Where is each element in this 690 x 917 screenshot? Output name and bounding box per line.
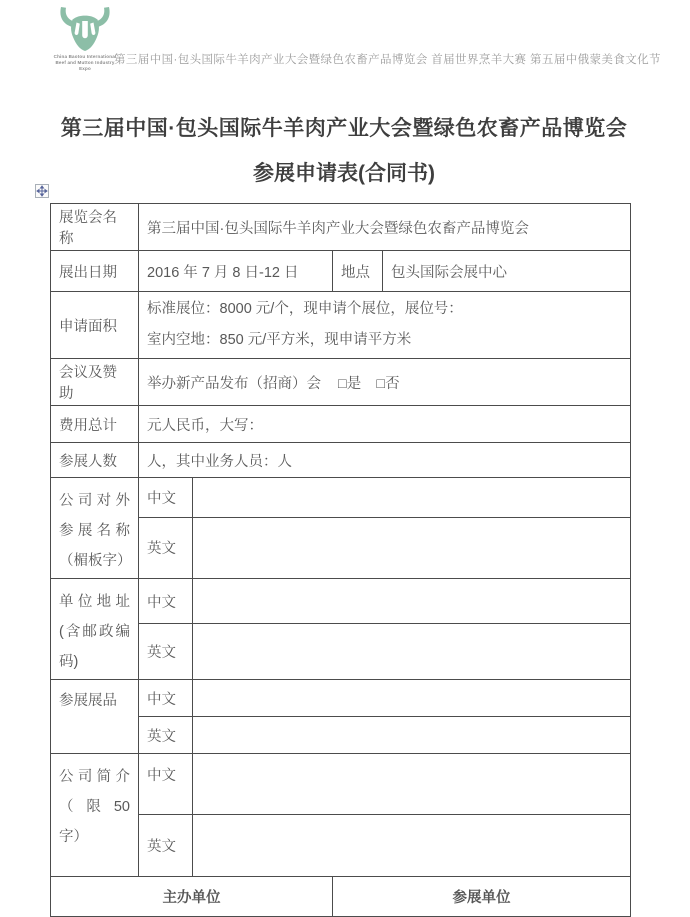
company-name-en-input[interactable] — [193, 517, 631, 578]
logo-caption-line: Expo — [79, 66, 91, 71]
table-row — [51, 292, 631, 359]
logo-caption-line: Beef and Mutton Industry — [55, 60, 115, 65]
logo-caption — [46, 54, 124, 72]
sponsor-value — [139, 359, 631, 406]
sponsor-text: 举办新产品发布（招商）会 — [147, 375, 321, 392]
table-row — [51, 754, 631, 815]
address-label: 单位地址 (含邮政编码) — [51, 579, 139, 680]
exhibits-en-input[interactable] — [193, 717, 631, 754]
profile-cn-label: 中文 — [139, 754, 193, 815]
table-move-handle-icon[interactable] — [35, 184, 49, 198]
address-en-input[interactable] — [193, 624, 631, 680]
total-cost-label: 费用总计 — [51, 406, 139, 443]
checkbox-no[interactable]: □否 — [376, 375, 400, 392]
exhibition-name-value: 第三届中国·包头国际牛羊肉产业大会暨绿色农畜产品博览会 — [139, 204, 631, 251]
venue-value: 包头国际会展中心 — [383, 251, 631, 292]
attendees-label: 参展人数 — [51, 443, 139, 478]
area-value — [139, 292, 631, 359]
bull-head-logo-icon — [55, 6, 115, 52]
company-name-en-label: 英文 — [139, 517, 193, 578]
attendees-value[interactable]: 人，其中业务人员：人 — [139, 443, 631, 478]
exhibitor-cell: 参展单位 — [333, 877, 631, 917]
area-indoor-space: 室内空地：850 元/平方米，现申请平方米 — [147, 332, 412, 348]
company-name-cn-input[interactable] — [193, 478, 631, 518]
table-row — [51, 478, 631, 518]
table-row — [51, 406, 631, 443]
table-row — [51, 443, 631, 478]
organizer-cell: 主办单位 — [51, 877, 333, 917]
table-row — [51, 204, 631, 251]
event-tagline: 第三届中国·包头国际牛羊肉产业大会暨绿色农畜产品博览会 首届世界烹羊大赛 第五届中俄蒙美食文化节 — [114, 54, 661, 66]
profile-en-input[interactable] — [193, 815, 631, 877]
company-name-label: 公司对外参展名称（楣板字） — [51, 478, 139, 579]
logo-caption-line: China Baotou International — [53, 54, 117, 59]
profile-cn-input[interactable] — [193, 754, 631, 815]
area-standard-booth: 标准展位：8000 元/个，现申请个展位，展位号： — [147, 301, 463, 317]
table-row — [51, 251, 631, 292]
company-name-cn-label: 中文 — [139, 478, 193, 518]
exhibition-name-label: 展览会名称 — [51, 204, 139, 251]
venue-label: 地点 — [333, 251, 383, 292]
exhibits-cn-label: 中文 — [139, 680, 193, 717]
profile-en-label: 英文 — [139, 815, 193, 877]
address-cn-input[interactable] — [193, 579, 631, 624]
application-form-table — [50, 203, 631, 917]
table-row — [51, 680, 631, 717]
exhibits-en-label: 英文 — [139, 717, 193, 754]
table-row — [51, 579, 631, 624]
checkbox-yes[interactable]: □是 — [338, 375, 362, 392]
address-en-label: 英文 — [139, 624, 193, 680]
page-title-line2: 参展申请表(合同书) — [253, 162, 435, 185]
expo-logo — [46, 6, 124, 72]
profile-label: 公司简介 （ 限 50 字） — [51, 754, 139, 877]
exhibition-date-value: 2016 年 7 月 8 日-12 日 — [139, 251, 333, 292]
exhibition-date-label: 展出日期 — [51, 251, 139, 292]
exhibits-label: 参展展品 — [51, 680, 139, 754]
exhibits-cn-input[interactable] — [193, 680, 631, 717]
table-row — [51, 359, 631, 406]
total-cost-value[interactable]: 元人民币，大写： — [139, 406, 631, 443]
page-title-line1: 第三届中国·包头国际牛羊肉产业大会暨绿色农畜产品博览会 — [60, 117, 628, 140]
address-cn-label: 中文 — [139, 579, 193, 624]
sponsor-label: 会议及赞助 — [51, 359, 139, 406]
table-row — [51, 877, 631, 917]
area-label: 申请面积 — [51, 292, 139, 359]
